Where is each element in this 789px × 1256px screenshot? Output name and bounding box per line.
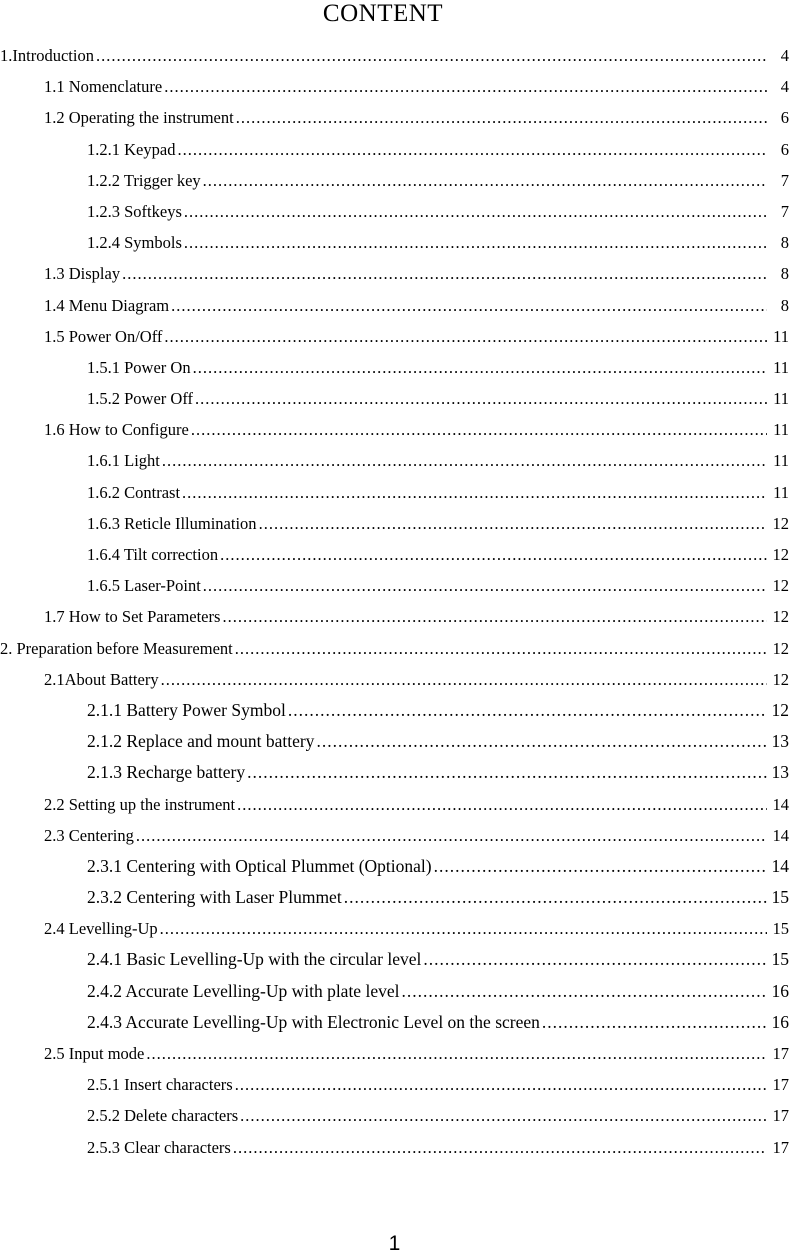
toc-entry[interactable]: [0, 947, 789, 978]
toc-entry-label: 2.5 Input mode: [44, 1044, 145, 1063]
toc-entry[interactable]: [0, 792, 789, 823]
toc-entry[interactable]: [0, 729, 789, 760]
toc-entry-page: 11: [773, 482, 789, 502]
toc-entry-label: 1.6.5 Laser-Point: [87, 576, 201, 596]
toc-entry-label: 2.5.3 Clear characters: [87, 1137, 231, 1157]
toc-dot-leader: [233, 1135, 767, 1160]
toc-entry[interactable]: [0, 324, 789, 355]
toc-dot-leader: [160, 916, 767, 941]
toc-dot-leader: [203, 573, 767, 598]
toc-entry-label: 2.1.3 Recharge battery: [87, 762, 246, 783]
toc-entry-label: 1.5 Power On/Off: [44, 326, 163, 346]
toc-entry[interactable]: [0, 386, 789, 417]
toc-entry-page: 8: [780, 295, 789, 315]
toc-entry-label: 1.4 Menu Diagram: [44, 295, 170, 315]
toc-entry[interactable]: [0, 293, 789, 324]
toc-entry[interactable]: [0, 511, 789, 542]
toc-entry-page: 14: [772, 825, 789, 845]
toc-entry[interactable]: [0, 1041, 789, 1072]
toc-dot-leader: [195, 386, 767, 411]
toc-entry[interactable]: [0, 979, 789, 1010]
toc-entry[interactable]: [0, 573, 789, 604]
toc-dot-leader: [259, 511, 767, 536]
toc-entry-label: 1.2 Operating the instrument: [44, 108, 234, 128]
toc-entry-page: 11: [773, 326, 789, 346]
toc-dot-leader: [177, 137, 767, 162]
toc-dot-leader: [240, 1103, 767, 1128]
toc-entry-page: 12: [772, 607, 789, 627]
toc-entry-page: 4: [780, 46, 789, 65]
toc-dot-leader: [193, 355, 767, 380]
toc-entry-page: 8: [780, 233, 789, 253]
toc-entry-label: 2.3.2 Centering with Laser Plummet: [87, 887, 342, 908]
toc-entry-label: 1.3 Display: [44, 264, 121, 284]
page-number: 1: [388, 1232, 401, 1255]
toc-dot-leader: [222, 604, 767, 629]
toc-entry-page: 8: [780, 264, 789, 284]
toc-entry-page: 15: [771, 949, 789, 970]
toc-entry-page: 12: [771, 699, 789, 720]
toc-entry-page: 16: [771, 980, 789, 1001]
toc-dot-leader: [164, 74, 767, 99]
toc-entry-page: 4: [780, 77, 789, 97]
toc-dot-leader: [203, 168, 767, 193]
toc-entry[interactable]: [0, 230, 789, 261]
toc-entry-page: 17: [772, 1137, 789, 1157]
toc-entry-label: 2.5.1 Insert characters: [87, 1075, 233, 1095]
toc-dot-leader: [288, 698, 767, 723]
toc-entry-page: 14: [771, 855, 789, 876]
toc-dot-leader: [162, 448, 767, 473]
toc-entry[interactable]: [0, 480, 789, 511]
toc-dot-leader: [122, 261, 767, 286]
toc-entry[interactable]: [0, 1135, 789, 1166]
toc-entry-page: 12: [772, 638, 789, 658]
toc-entry-page: 17: [772, 1106, 789, 1126]
toc-entry-label: 2.1.2 Replace and mount battery: [87, 731, 315, 752]
toc-dot-leader: [542, 1010, 767, 1035]
toc-entry-label: 2.2 Setting up the instrument: [44, 794, 236, 814]
page-title: CONTENT: [322, 0, 444, 27]
toc-entry[interactable]: [0, 1103, 789, 1134]
toc-dot-leader: [146, 1041, 767, 1066]
toc-entry[interactable]: [0, 261, 789, 292]
toc-entry[interactable]: [0, 542, 789, 573]
toc-dot-leader: [136, 823, 767, 848]
toc-entry[interactable]: [0, 355, 789, 386]
toc-entry[interactable]: [0, 74, 789, 105]
toc-entry-label: 1.6.3 Reticle Illumination: [87, 513, 257, 533]
toc-entry-label: 2.4.2 Accurate Levelling-Up with plate level: [87, 980, 400, 1001]
toc-entry-label: 1.1 Nomenclature: [44, 77, 163, 97]
toc-entry[interactable]: [0, 698, 789, 729]
toc-entry[interactable]: [0, 417, 789, 448]
toc-entry-page: 15: [772, 919, 789, 939]
toc-entry-page: 17: [772, 1075, 789, 1095]
toc-entry[interactable]: [0, 885, 789, 916]
toc-dot-leader: [237, 792, 767, 817]
toc-entry-page: 6: [780, 108, 789, 128]
toc-entry[interactable]: [0, 823, 789, 854]
toc-entry-label: 1.Introduction: [0, 46, 94, 65]
toc-entry-label: 1.6.4 Tilt correction: [87, 545, 219, 564]
toc-entry-label: 1.2.4 Symbols: [87, 233, 182, 253]
toc-entry-label: 1.2.2 Trigger key: [87, 170, 201, 190]
toc-dot-leader: [236, 105, 767, 130]
toc-dot-leader: [316, 729, 767, 754]
toc-entry-label: 2.5.2 Delete characters: [87, 1106, 239, 1126]
toc-entry[interactable]: [0, 43, 789, 74]
toc-entry-page: 13: [771, 762, 789, 783]
toc-entry[interactable]: [0, 105, 789, 136]
toc-dot-leader: [161, 667, 767, 692]
toc-entry-page: 11: [773, 451, 789, 471]
toc-entry-page: 15: [771, 887, 789, 908]
toc-entry[interactable]: [0, 168, 789, 199]
toc-entry-label: 2.1About Battery: [44, 669, 159, 689]
toc-dot-leader: [344, 885, 767, 910]
toc-entry[interactable]: [0, 667, 789, 698]
toc-entry-page: 12: [772, 576, 789, 596]
toc-dot-leader: [182, 480, 767, 505]
toc-dot-leader: [171, 293, 767, 318]
toc-entry-label: 1.6 How to Configure: [44, 420, 189, 440]
toc-entry-label: 2.3 Centering: [44, 825, 134, 845]
toc-dot-leader: [423, 947, 767, 972]
toc-dot-leader: [184, 230, 767, 255]
toc-dot-leader: [434, 854, 767, 879]
toc-entry[interactable]: [0, 448, 789, 479]
toc-entry-page: 11: [773, 420, 789, 440]
toc-entry-label: 2.4 Levelling-Up: [44, 919, 158, 939]
toc-entry-label: 1.2.3 Softkeys: [87, 201, 182, 221]
toc-entry-page: 12: [772, 669, 789, 689]
toc-entry[interactable]: [0, 854, 789, 885]
toc-entry-label: 2. Preparation before Measurement: [0, 638, 233, 658]
toc-dot-leader: [235, 636, 767, 661]
toc-dot-leader: [247, 760, 767, 785]
toc-entry[interactable]: [0, 604, 789, 635]
toc-dot-leader: [184, 199, 767, 224]
toc-entry-page: 6: [780, 139, 789, 159]
toc-dot-leader: [235, 1072, 767, 1097]
toc-dot-leader: [191, 417, 767, 442]
toc-entry-label: 1.7 How to Set Parameters: [44, 607, 221, 627]
toc-entry-page: 7: [780, 170, 789, 190]
toc-entry[interactable]: [0, 1010, 789, 1041]
toc-entry[interactable]: [0, 199, 789, 230]
toc-entry-page: 14: [772, 794, 789, 814]
toc-dot-leader: [220, 542, 767, 567]
toc-entry-page: 7: [780, 201, 789, 221]
toc-entry-page: 12: [772, 513, 789, 533]
toc-entry[interactable]: [0, 916, 789, 947]
toc-entry-label: 1.5.1 Power On: [87, 357, 191, 377]
toc-dot-leader: [164, 324, 767, 349]
toc-entry-label: 2.3.1 Centering with Optical Plummet (Optional): [87, 855, 432, 876]
toc-entry-page: 17: [772, 1044, 789, 1063]
toc-entry-label: 1.2.1 Keypad: [87, 139, 176, 159]
toc-entry-page: 16: [771, 1011, 789, 1032]
toc-entry-page: 11: [773, 357, 789, 377]
table-of-contents: [0, 43, 789, 1166]
toc-dot-leader: [401, 979, 767, 1004]
toc-entry[interactable]: [0, 137, 789, 168]
toc-entry-label: 2.4.1 Basic Levelling-Up with the circular level: [87, 949, 422, 970]
toc-dot-leader: [96, 43, 767, 68]
toc-entry-page: 13: [771, 731, 789, 752]
toc-entry-label: 1.6.1 Light: [87, 451, 160, 471]
toc-entry-page: 12: [772, 545, 789, 564]
toc-entry-label: 1.5.2 Power Off: [87, 389, 194, 409]
toc-entry[interactable]: [0, 760, 789, 791]
toc-entry-page: 11: [773, 389, 789, 409]
toc-entry[interactable]: [0, 1072, 789, 1103]
toc-entry-label: 1.6.2 Contrast: [87, 482, 181, 502]
toc-entry-label: 2.4.3 Accurate Levelling-Up with Electronic Level on the screen: [87, 1011, 540, 1032]
toc-entry[interactable]: [0, 636, 789, 667]
toc-entry-label: 2.1.1 Battery Power Symbol: [87, 699, 286, 720]
